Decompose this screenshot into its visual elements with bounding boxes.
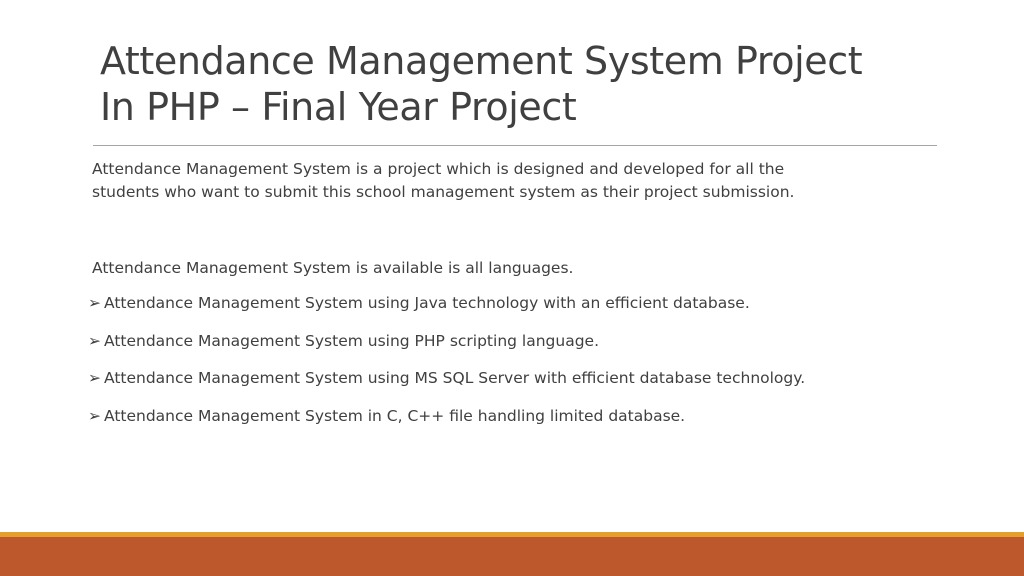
availability-text: Attendance Management System is available is all languages. bbox=[92, 259, 574, 277]
bullet-text: Attendance Management System in C, C++ file handling limited database. bbox=[104, 406, 686, 425]
arrow-bullet-icon: ➢ bbox=[88, 406, 101, 425]
title-divider bbox=[93, 145, 937, 146]
bullet-item-java bbox=[88, 294, 805, 332]
arrow-bullet-icon: ➢ bbox=[88, 331, 101, 350]
bullet-text: Attendance Management System using PHP scripting language. bbox=[104, 331, 600, 350]
bullet-text: Attendance Management System using MS SQL Server with efficient database technology. bbox=[104, 369, 806, 387]
slide-title-line-2: In PHP – Final Year Project bbox=[100, 85, 577, 129]
slide-title bbox=[100, 38, 940, 130]
intro-line-1: Attendance Management System is a project which is designed and developed for all the bbox=[92, 160, 785, 178]
intro-line-2: students who want to submit this school management system as their project submission. bbox=[92, 183, 795, 201]
bullet-text: Attendance Management System using Java technology with an efficient database. bbox=[104, 294, 750, 312]
footer-bar bbox=[0, 537, 1024, 576]
bullet-item-c-cpp bbox=[88, 407, 805, 445]
slide-title-line-1: Attendance Management System Project bbox=[100, 39, 863, 83]
arrow-bullet-icon: ➢ bbox=[88, 294, 101, 312]
language-bullet-list bbox=[88, 294, 805, 444]
intro-paragraph bbox=[92, 158, 952, 204]
slide-body bbox=[88, 158, 952, 425]
bullet-item-php bbox=[88, 332, 805, 370]
arrow-bullet-icon: ➢ bbox=[88, 369, 101, 387]
bullet-item-mssql bbox=[88, 369, 805, 407]
